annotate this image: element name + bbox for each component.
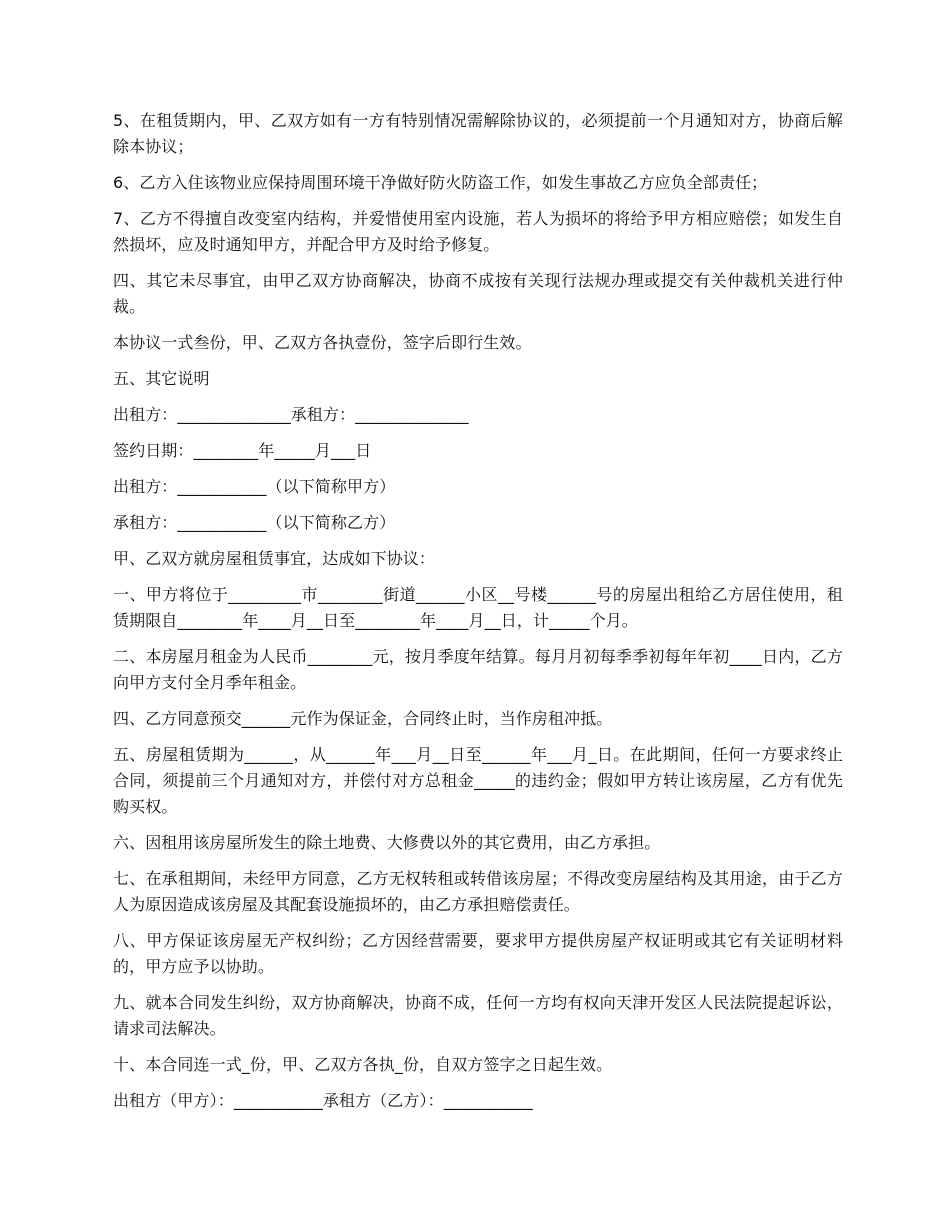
article-6-expenses: 六、因租用该房屋所发生的除土地费、大修费以外的其它费用，由乙方承担。	[113, 833, 661, 852]
agreement-intro: 甲、乙双方就房屋租赁事宜，达成如下协议：	[113, 549, 436, 568]
document-body	[113, 108, 843, 1124]
signature-line-parties: 出租方：______________承租方：______________	[113, 405, 469, 424]
section-5-heading: 五、其它说明	[113, 369, 210, 388]
article-5-term: 五、房屋租赁期为______，从______年___月__日至______年___月_日。在此期间，任何一方要求终止合同，须提前三个月通知对方，并偿付对方总租金_____的违约金；假如甲方转让该房屋，乙方有优先购买权。	[113, 745, 843, 816]
lessee-line: 承租方：___________（以下简称乙方）	[113, 513, 396, 532]
article-2-rent: 二、本房屋月租金为人民币________元，按月季度年结算。每月月初每季季初每年年初____日内，乙方向甲方支付全月季年租金。	[113, 647, 843, 692]
signing-date-line: 签约日期：________年_____月___日	[113, 441, 372, 460]
section-4-other-matters: 四、其它未尽事宜，由甲乙双方协商解决，协商不成按有关现行法规办理或提交有关仲裁机关进行仲裁。	[113, 271, 843, 316]
final-signature-line: 出租方（甲方）：___________承租方（乙方）：___________	[113, 1091, 533, 1110]
article-9-disputes: 九、就本合同发生纠纷，双方协商解决，协商不成，任何一方均有权向天津开发区人民法院提起诉讼，请求司法解决。	[113, 993, 843, 1038]
article-7-sublease: 七、在承租期间，未经甲方同意，乙方无权转租或转借该房屋；不得改变房屋结构及其用途，由于乙方人为原因造成该房屋及其配套设施损坏的，由乙方承担赔偿责任。	[113, 869, 843, 914]
copies-statement: 本协议一式叁份，甲、乙双方各执壹份，签字后即行生效。	[113, 333, 532, 352]
clause-6-safety: 6、乙方入住该物业应保持周围环境干净做好防火防盗工作，如发生事故乙方应负全部责任；	[113, 173, 768, 192]
article-10-effect: 十、本合同连一式_份，甲、乙双方各执_份，自双方签字之日起生效。	[113, 1055, 613, 1074]
article-1-premises: 一、甲方将位于_________市________街道______小区__号楼______号的房屋出租给乙方居住使用，租赁期限自________年____月__日至________年____月__日，计_____个月。	[113, 585, 843, 630]
lessor-line: 出租方：___________（以下简称甲方）	[113, 477, 396, 496]
clause-5-termination: 5、在租赁期内，甲、乙双方如有一方有特别情况需解除协议的，必须提前一个月通知对方，协商后解除本协议；	[113, 111, 843, 156]
article-4-deposit: 四、乙方同意预交______元作为保证金，合同终止时，当作房租冲抵。	[113, 709, 613, 728]
article-8-title: 八、甲方保证该房屋无产权纠纷；乙方因经营需要，要求甲方提供房屋产权证明或其它有关证明材料的，甲方应予以协助。	[113, 931, 843, 976]
clause-7-structure: 7、乙方不得擅自改变室内结构，并爱惜使用室内设施，若人为损坏的将给予甲方相应赔偿；如发生自然损坏，应及时通知甲方，并配合甲方及时给予修复。	[113, 209, 843, 254]
